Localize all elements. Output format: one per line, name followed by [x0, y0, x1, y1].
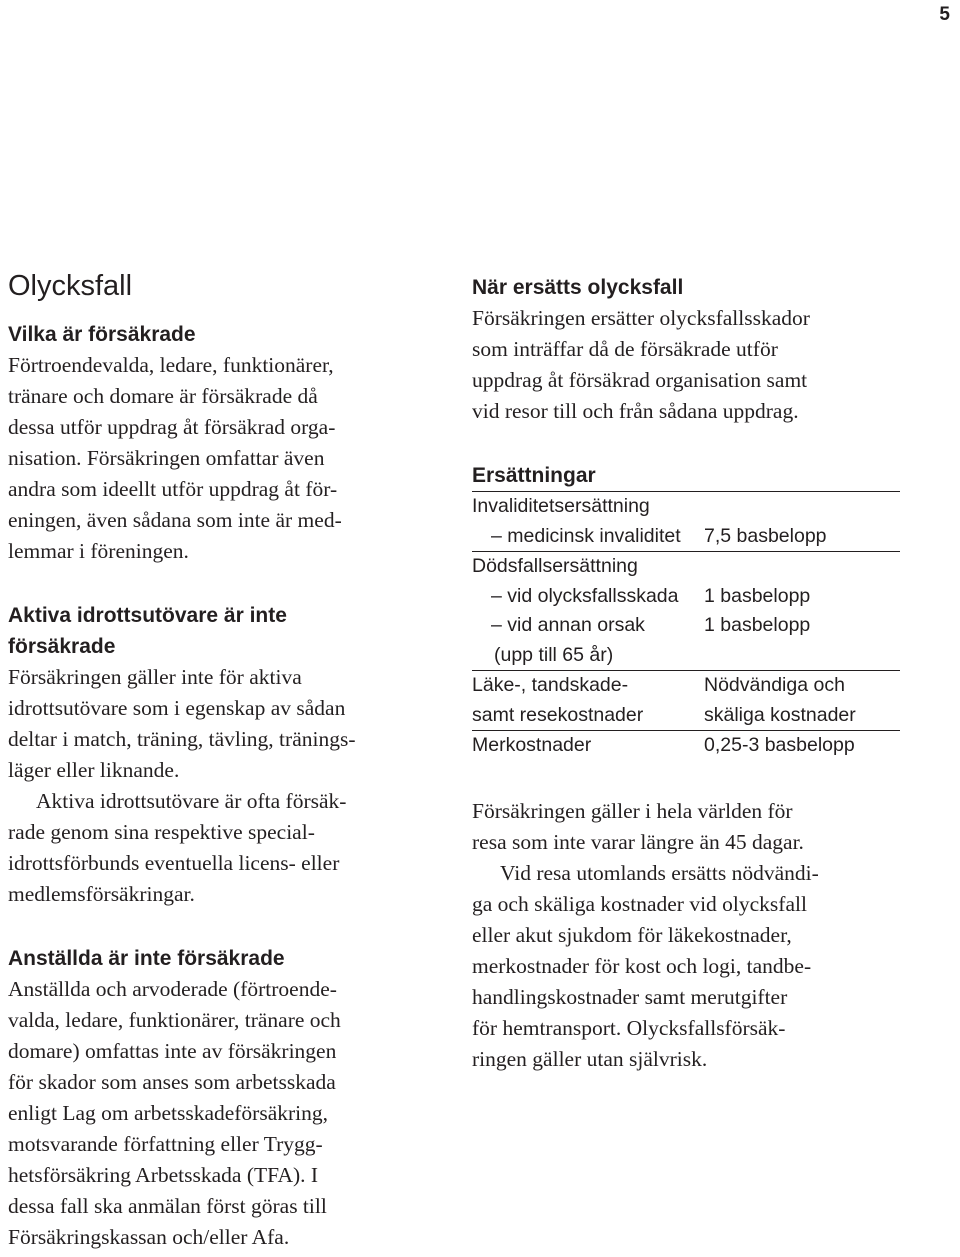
body-line: Anställda och arvoderade (förtroende-: [8, 977, 337, 1001]
section-heading: Aktiva idrottsutövare är inte: [8, 604, 287, 627]
body-line: handlingskostnader samt merutgifter: [472, 984, 788, 1009]
body-line: eller akut sjukdom för läkekostnader,: [472, 922, 792, 947]
body-line: enligt Lag om arbetsskadeförsäkring,: [8, 1101, 329, 1125]
compensation-table: [472, 491, 900, 761]
body-line: ringen gäller utan självrisk.: [472, 1046, 708, 1071]
page-title: Olycksfall: [8, 270, 133, 302]
body-line: ga och skäliga kostnader vid olycksfall: [472, 891, 807, 916]
row-label: – vid annan orsak: [491, 614, 645, 636]
body-line: idrottsförbunds eventuella licens- eller: [8, 851, 340, 875]
table-row: [472, 491, 900, 522]
body-line: andra som ideellt utför uppdrag åt för-: [8, 477, 338, 501]
body-line-indented: Vid resa utomlands ersätts nödvändi-: [500, 860, 819, 885]
page-number: 5: [939, 4, 950, 25]
table-row: [472, 551, 900, 582]
body-line: dessa utför uppdrag åt försäkrad orga-: [8, 415, 336, 439]
body-line: Försäkringen gäller i hela världen för: [472, 798, 793, 823]
table-row: [472, 730, 900, 761]
body-line: för hemtransport. Olycksfallsförsäk-: [472, 1015, 786, 1040]
body-line: motsvarande författning eller Trygg-: [8, 1132, 323, 1156]
table-row: [472, 670, 900, 701]
row-label: (upp till 65 år): [494, 643, 614, 666]
section-2: [8, 943, 448, 1253]
body-line: uppdrag åt försäkrad organisation samt: [472, 368, 808, 392]
row-value: Nödvändiga och: [704, 674, 845, 696]
body-line: merkostnader för kost och logi, tandbe-: [472, 953, 812, 978]
row-value: 1 basbelopp: [704, 584, 811, 607]
left-column: [8, 266, 448, 1253]
body-line: idrottsutövare som i egenskap av sådan: [8, 696, 346, 720]
validity-body: [472, 796, 912, 1075]
row-label: Läke-, tandskade-: [472, 674, 629, 696]
table-row: [472, 701, 900, 731]
table-row: [472, 522, 900, 552]
body-line-indented: Aktiva idrottsutövare är ofta försäk-: [36, 789, 347, 813]
body-line: Försäkringskassan och/eller Afa.: [8, 1225, 290, 1249]
row-label: samt resekostnader: [472, 703, 644, 726]
body-line: nisation. Försäkringen omfattar även: [8, 446, 325, 470]
when-body: [472, 303, 912, 427]
body-line: tränare och domare är försäkrade då: [8, 384, 318, 408]
table-row: [472, 582, 900, 612]
body-line: Förtroendevalda, ledare, funktionärer,: [8, 353, 334, 377]
body-line: vid resor till och från sådana uppdrag.: [472, 399, 799, 423]
row-label: Dödsfallsersättning: [472, 555, 638, 577]
body-line: eningen, även sådana som inte är med-: [8, 508, 342, 532]
body-line: valda, ledare, funktionärer, tränare och: [8, 1008, 341, 1032]
row-label: – vid olycksfallsskada: [491, 584, 679, 607]
section-heading: Vilka är försäkrade: [8, 323, 196, 346]
right-column: [472, 272, 912, 1075]
section-1: [8, 600, 448, 910]
body-line: Försäkringen ersätter olycksfallsskador: [472, 306, 810, 330]
row-label: – medicinsk invaliditet: [491, 524, 681, 547]
body-line: resa som inte varar längre än 45 dagar.: [472, 829, 804, 854]
row-value: skäliga kostnader: [704, 703, 856, 726]
body-line: dessa fall ska anmälan först göras till: [8, 1194, 327, 1218]
body-line: Försäkringen gäller inte för aktiva: [8, 665, 302, 689]
section-0: [8, 319, 448, 567]
body-line: rade genom sina respektive special-: [8, 820, 315, 844]
row-label: Invaliditetsersättning: [472, 495, 650, 517]
section-heading: försäkrade: [8, 635, 116, 658]
compensation-heading: Ersättningar: [472, 464, 596, 487]
row-value: 0,25-3 basbelopp: [704, 734, 855, 756]
body-line: som inträffar då de försäkrade utför: [472, 337, 778, 361]
table-row: [472, 641, 900, 671]
body-line: lemmar i föreningen.: [8, 539, 189, 563]
left-sections: [8, 319, 448, 1253]
body-line: domare) omfattas inte av försäkringen: [8, 1039, 337, 1063]
row-value: 7,5 basbelopp: [704, 524, 827, 547]
body-line: hetsförsäkring Arbetsskada (TFA). I: [8, 1163, 319, 1187]
section-heading: Anställda är inte försäkrade: [8, 947, 285, 970]
body-line: deltar i match, träning, tävling, tränings-: [8, 727, 356, 751]
body-line: läger eller liknande.: [8, 758, 180, 782]
row-value: 1 basbelopp: [704, 614, 811, 636]
body-line: medlemsförsäkringar.: [8, 882, 195, 906]
when-heading: När ersätts olycksfall: [472, 276, 684, 299]
body-line: för skador som anses som arbetsskada: [8, 1070, 336, 1094]
table-row: [472, 611, 900, 641]
row-label: Merkostnader: [472, 734, 592, 756]
